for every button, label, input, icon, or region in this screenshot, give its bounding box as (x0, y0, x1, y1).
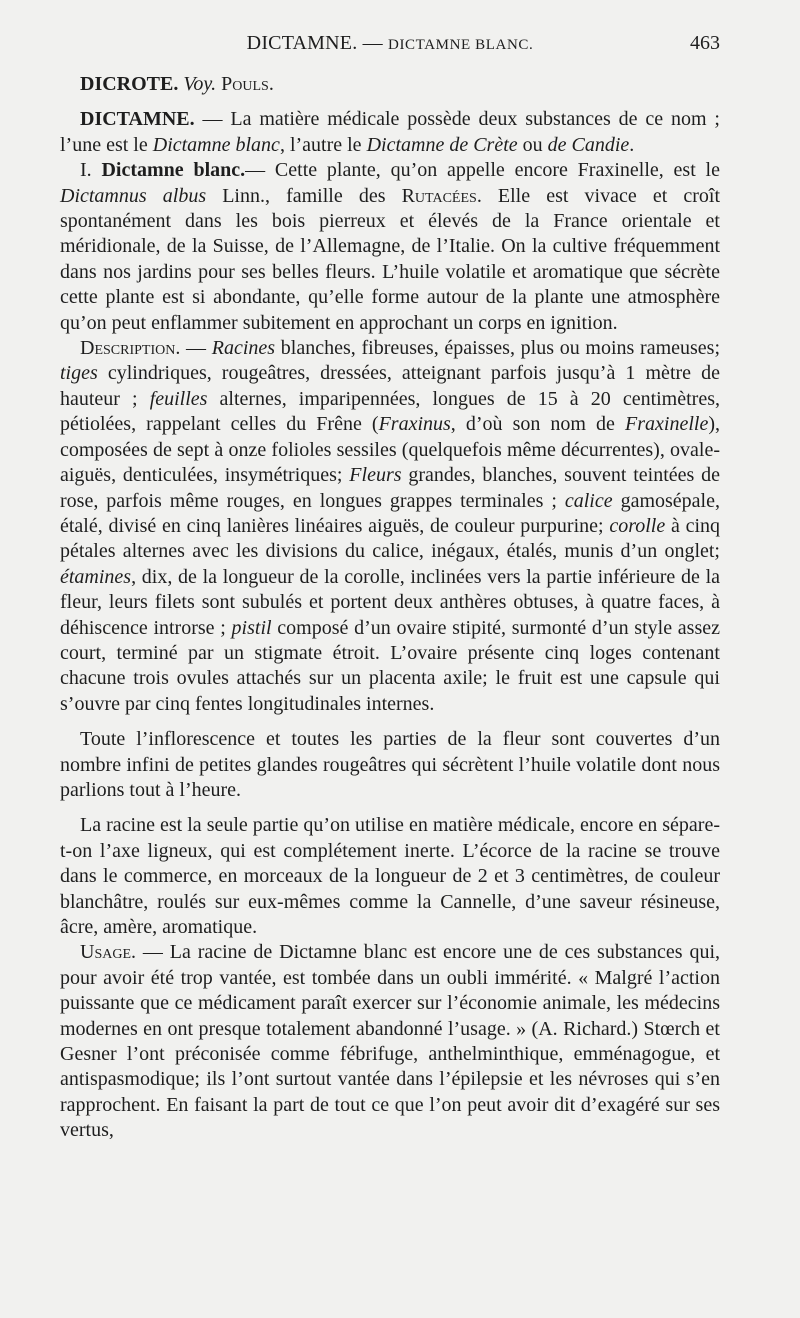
text-run: , dix, de la longueur de la corolle, inclinées vers la partie inférieure de la fleur, leurs filets sont subulés et portent deux anthères obtuses, à quatre faces, à déhiscence introrse ; (60, 565, 720, 639)
italic-run: Fleurs (349, 464, 402, 487)
paragraph-description (60, 336, 720, 717)
text-run: à cinq pétales alternes avec les divisions du calice, inégaux, étalés, munis d’un onglet; (60, 514, 721, 563)
text-run: grandes, blanches, souvent teintées de rose, parfois même rouges, en longues grappes terminales ; (60, 464, 720, 512)
entry-term: DICTAMNE. (80, 108, 195, 131)
text-run: cylindriques, rougeâtres, dressées, atteignant parfois jusqu’à 1 mètre de hauteur ; (60, 362, 720, 410)
entry-italic: de Candie (547, 133, 630, 156)
text-run: alternes, imparipennées, longues de 15 à 20 centimètres, pétiolées, rappelant celles du Frêne ( (60, 387, 720, 436)
italic-run: Fraxinus (378, 413, 451, 436)
italic-run: Fraxinelle (625, 413, 709, 436)
italic-run: corolle (609, 514, 666, 537)
usage-label: Usage. (80, 941, 137, 964)
section-text: Linn., famille des (206, 184, 402, 207)
entry-term: DICROTE. (80, 73, 179, 95)
italic-run: pistil (231, 616, 272, 639)
section-dictamne-blanc (60, 158, 720, 336)
entry-text: ou (517, 133, 548, 156)
paragraph-inflorescence: Toute l’inflorescence et toutes les parties de la fleur sont couvertes d’un nombre infini de petites glandes rougeâtres qui sécrètent l’huile volatile dont nous parlions tout à l’heure. (60, 728, 720, 801)
page-body (60, 72, 720, 1144)
italic-run: calice (564, 489, 613, 512)
section-number: I. (80, 159, 92, 182)
voy-ref: Voy. (183, 73, 217, 95)
section-text: — Cette plante, qu’on appelle encore Fraxinelle, est le (245, 159, 720, 182)
italic-run: feuilles (149, 387, 208, 410)
botanical-name: Dictamnus albus (60, 184, 207, 207)
text-run: blanches, fibreuses, épaisses, plus ou moins rameuses; (275, 337, 721, 360)
running-header (60, 32, 720, 62)
entry-text: , l’autre le (279, 133, 367, 156)
italic-run: Racines (211, 337, 276, 360)
title-main: DICTAMNE. — (246, 32, 383, 54)
family-name: Rutacées (401, 184, 477, 207)
entry-text: — La matière médicale possède deux substances de ce nom ; l’une est le (60, 108, 720, 156)
section-term: Dictamne blanc. (101, 159, 246, 182)
text-run: ), composées de sept à onze folioles sessiles (quelquefois même décurrentes), ovale-aiguës, denticulées, insymétriques; (60, 413, 720, 487)
description-label: Description. (80, 337, 181, 360)
section-text: . Elle est vivace et croît spontanément dans les bois pierreux et élevés de la France orientale et méridionale, de la Suisse, de l’Allemagne, de l’Italie. On la cultive fréquemment dans nos jardins pour ses belles fleurs. L’huile volatile et aromatique que sécrète cette plante est si abondante, qu’elle forme autour de la plante une atmosphère qu’on peut enflammer subitement en approchant un corps en ignition. (60, 184, 721, 334)
italic-run: tiges (60, 362, 98, 385)
entry-italic: Dictamne de Crète (366, 133, 518, 156)
text-run: — (180, 337, 212, 360)
title-sub: DICTAMNE BLANC. (388, 37, 534, 53)
italic-run: étamines (60, 565, 132, 588)
text-run: , d’où son nom de (450, 413, 626, 436)
cross-reference: Pouls. (221, 73, 274, 95)
entry-dicrote (60, 72, 720, 97)
text-run: gamosépale, étalé, divisé en cinq lanières linéaires aiguës, de couleur purpurine; (60, 489, 720, 537)
paragraph-usage (60, 940, 720, 1143)
entry-text: . (629, 133, 635, 156)
usage-text: — La racine de Dictamne blanc est encore une de ces substances qui, pour avoir été trop vantée, est tombée dans un oubli immérité. « Malgré l’action puissante que ce médicament paraît exercer sur l’économie animale, les médecins modernes en ont presque totalement abandonné l’usage. » (A. Richard.) Stœrch et Gesner l’ont préconisée comme fébrifuge, anthelminthique, emménagogue, et antispasmodique; ils l’ont surtout vantée dans l’épilepsie et les névroses qui s’en rapprochent. En faisant la part de tout ce que l’on peut avoir dit d’exagéré sur ses vertus, (60, 941, 720, 1142)
page-number: 463 (690, 32, 720, 54)
running-title (60, 32, 720, 55)
entry-dictamne (60, 107, 720, 158)
paragraph-racine: La racine est la seule partie qu’on utilise en matière médicale, encore en sépare-t-on l’axe ligneux, qui est complétement inerte. L’écorce de la racine se trouve dans le commerce, en morceaux de la longueur de 2 et 3 centimètres, de couleur blanchâtre, roulés sur eux-mêmes comme la Cannelle, d’une saveur résineuse, âcre, amère, aromatique. (60, 814, 720, 938)
entry-italic: Dictamne blanc (152, 133, 280, 156)
text-run: composé d’un ovaire stipité, surmonté d’un style assez court, terminé par un stigmate étroit. L’ovaire présente cinq loges contenant chacune trois ovules attachés sur un placenta axile; le fruit est une capsule qui s’ouvre par cinq fentes longitudinales internes. (60, 616, 720, 715)
